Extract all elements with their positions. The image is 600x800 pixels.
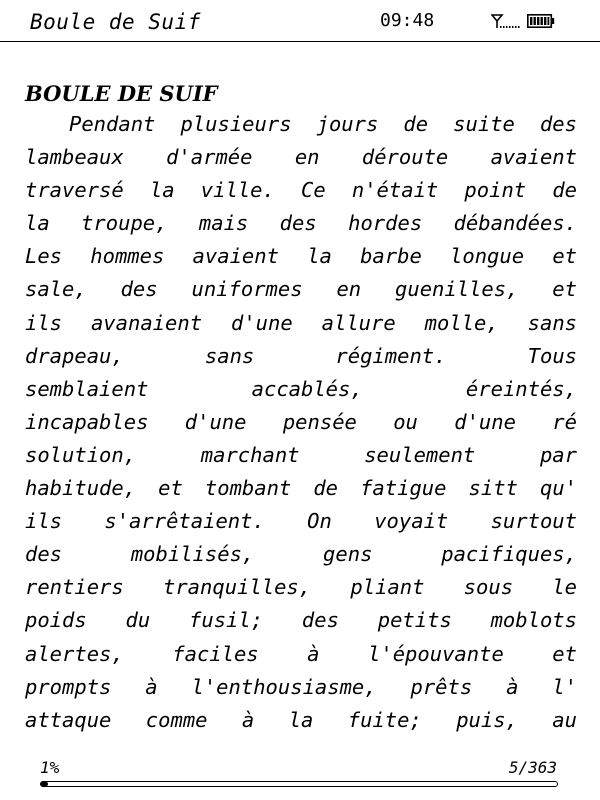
progress-fill [41, 782, 48, 786]
progress-bar[interactable] [40, 781, 558, 787]
text-line: la troupe, mais des hordes débandées. [25, 211, 577, 236]
text-line: attaque comme à la fuite; puis, au [25, 707, 577, 732]
reading-area[interactable] [25, 80, 577, 737]
text-line: Les hommes avaient la barbe longue et [25, 244, 577, 269]
text-line: des mobilisés, gens pacifiques, [25, 542, 577, 567]
text-line: semblaient accablés, éreintés, [25, 376, 577, 401]
chapter-heading: BOULE DE SUIF [25, 81, 218, 106]
progress-percent: 1% [40, 758, 60, 777]
text-line: prompts à l'enthousiasme, prêts à l' [25, 674, 577, 699]
text-line: traversé la ville. Ce n'était point de [25, 178, 577, 203]
text-line: sale, des uniformes en guenilles, et [25, 277, 577, 302]
wifi-signal-icon [491, 13, 523, 29]
clock: 09:48 [380, 10, 435, 31]
text-line: poids du fusil; des petits moblots [25, 608, 577, 633]
text-line: Pendant plusieurs jours de suite des [69, 112, 577, 136]
text-line: lambeaux d'armée en déroute avaient [25, 145, 577, 170]
battery-icon [527, 14, 555, 28]
text-line: drapeau, sans régiment. Tous [25, 343, 577, 368]
text-line: ils avanaient d'une allure molle, sans [25, 310, 577, 335]
text-line: solution, marchant seulement par [25, 442, 577, 467]
text-line: incapables d'une pensée ou d'une ré [25, 409, 577, 434]
text-line: ils s'arrêtaient. On voyait surtout [25, 509, 577, 534]
page-counter: 5/363 [508, 758, 557, 777]
text-line: alertes, faciles à l'épouvante et [25, 641, 577, 666]
text-line: rentiers tranquilles, pliant sous le [25, 575, 577, 600]
text-body [25, 108, 577, 737]
text-line: habitude, et tombant de fatigue sitt qu' [25, 476, 577, 501]
status-bar [0, 0, 600, 42]
book-title: Boule de Suif [30, 10, 201, 34]
